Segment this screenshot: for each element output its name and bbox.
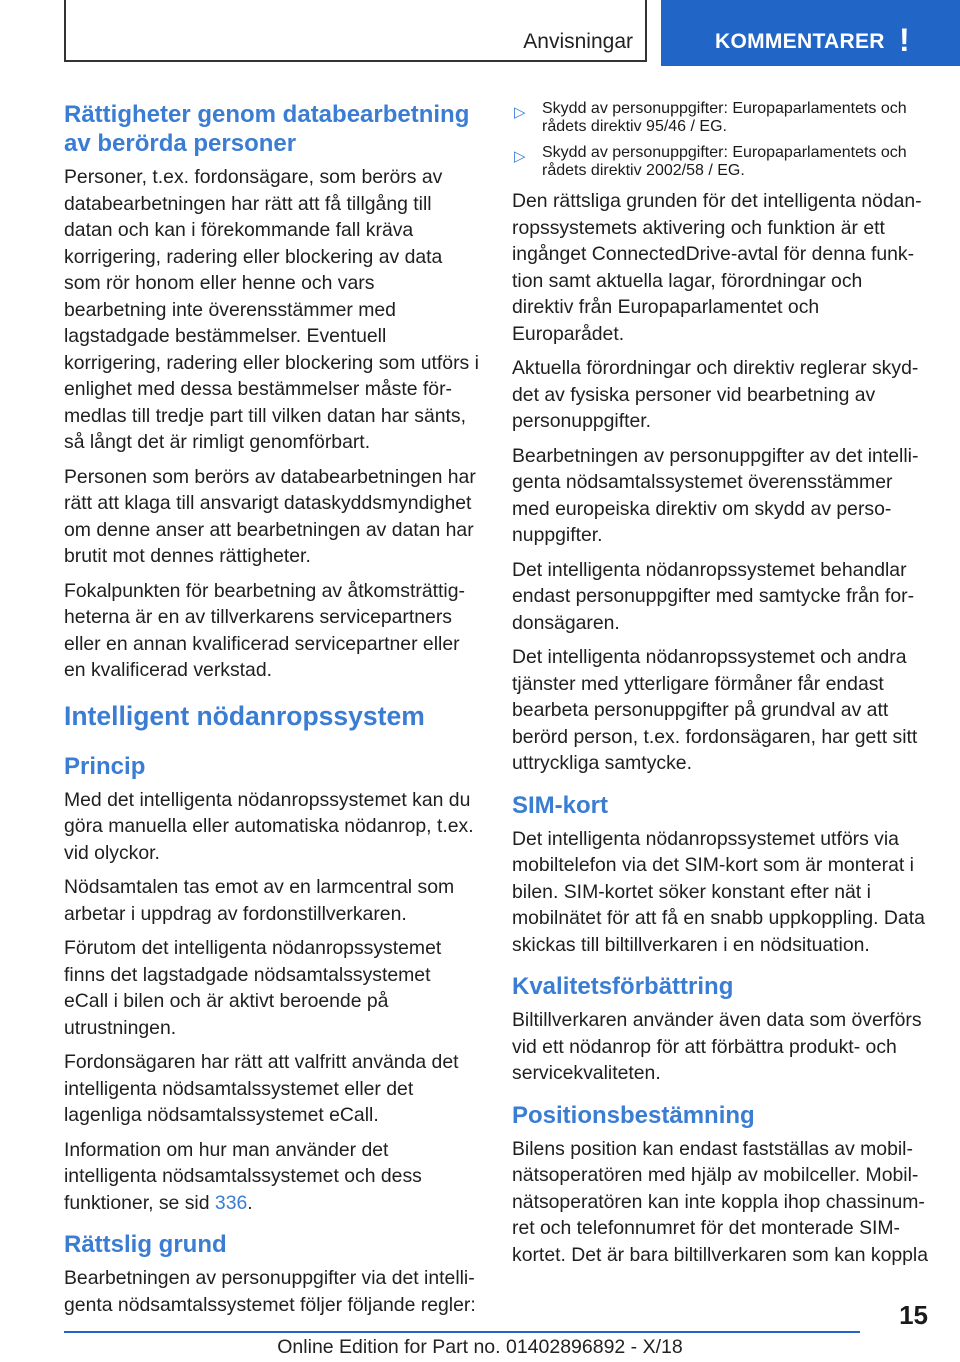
paragraph: Nödsamtalen tas emot av en larmcentral som arbetar i uppdrag av fordonstillverkaren. <box>64 876 455 925</box>
paragraph: Den rättsliga grunden för det intelligenta nödanropssystemets aktivering och funktion är ett ingånget ConnectedDrive-avtal för denna funktion samt aktuella lagar, förordningar och direktiv från Europaparlamentet och Europarådet. <box>512 190 922 345</box>
paragraph: Bearbetningen av personuppgifter av det intelligenta nödsamtalssystemet överensstämmer med europeiska direktiv om skydd av personuppgifter. <box>512 444 919 546</box>
page-number: 15 <box>899 1300 928 1330</box>
paragraph: Personen som berörs av databearbetningen har rätt att klaga till ansvarigt dataskyddsmyndighet om denne anser att bearbetningen av datan har brutit mot dennes rättigheter. <box>64 465 476 567</box>
page-header <box>0 0 960 66</box>
paragraph: Biltillverkaren använder även data som överförs vid ett nödanrop för att förbättra produkt- och servicekvaliteten. <box>512 1009 922 1084</box>
paragraph: Bilens position kan endast fastställas av mobilnätsoperatören med hjälp av mobilceller. Mobilnätsoperatören kan inte koppla ihop chassinumret och telefonnumret för det monterade SIM-kortet. Det är bara biltillverkaren som kan koppla <box>512 1137 929 1266</box>
heading-kvalitetsforbattring: Kvalitetsförbättring <box>512 973 734 1000</box>
list-item-text: Skydd av personuppgifter: Europaparlamentets och rådets direktiv 95/46 / EG. <box>542 100 907 135</box>
page-reference-link[interactable]: 336 <box>214 1191 248 1214</box>
paragraph: Det intelligenta nödanropssystemet behandlar endast personuppgifter med samtycke från fordonsägaren. <box>512 558 915 634</box>
footer-divider <box>64 1331 860 1333</box>
list-item <box>512 144 928 180</box>
triangle-bullet-icon: ▷ <box>514 148 526 165</box>
comments-tab-label: KOMMENTARER <box>715 30 885 53</box>
triangle-bullet-icon: ▷ <box>514 104 526 121</box>
right-column <box>512 100 928 1276</box>
paragraph: Personer, t.ex. fordonsägare, som berörs av databearbetningen har rätt att få tillgång till datan och kan i förekommande fall kräva korrigering, radering eller blockering av data som rör honom eller henne och vars bearbetning inte överensstämmer med lagstadgade bestämmelser. Eventuell korrigering, radering eller blockering som utförs i enlighet med dessa bestämmelser måste förmedlas till tredje part till vilken datan har sänts, så långt det är rimligt genomförbart. <box>64 166 479 453</box>
paragraph: Aktuella förordningar och direktiv reglerar skyddet av fysiska personer vid bearbetning av personuppgifter. <box>512 357 919 432</box>
paragraph-text: Information om hur man använder det intelligenta nödsamtalssystemet och dess funktioner, se sid <box>64 1138 422 1214</box>
paragraph-end: . <box>247 1191 253 1214</box>
alert-icon: ! <box>899 22 910 58</box>
heading-rights: Rättigheter genom databearbetning av berörda personer <box>64 101 470 157</box>
paragraph-with-page-link <box>64 1137 480 1217</box>
section-label[interactable]: Anvisningar <box>523 30 633 53</box>
list-item <box>512 100 928 136</box>
left-column <box>64 100 480 1326</box>
heading-rattslig-grund: Rättslig grund <box>64 1231 227 1258</box>
footer-edition: Online Edition for Part no. 01402896892 - X/18 <box>277 1336 683 1358</box>
comments-tab[interactable] <box>661 0 960 66</box>
paragraph: Med det intelligenta nödanropssystemet kan du göra manuella eller automatiska nödanrop, t.ex. vid olyckor. <box>64 788 474 864</box>
heading-princip: Princip <box>64 752 146 780</box>
paragraph: Fokalpunkten för bearbetning av åtkomsträttigheterna är en av tillverkarens servicepartners eller en annan kvalificerad servicepartner eller en kvalificerad verkstad. <box>64 579 465 681</box>
list-item-text: Skydd av personuppgifter: Europaparlamentets och rådets direktiv 2002/58 / EG. <box>542 144 907 179</box>
paragraph: Förutom det intelligenta nödanropssystemet finns det lagstadgade nödsamtalssystemet eCall i bilen och är aktivt beroende på utrustningen. <box>64 937 442 1039</box>
paragraph: Bearbetningen av personuppgifter via det intelligenta nödsamtalssystemet följer följande regler: <box>64 1267 476 1316</box>
heading-intelligent-emergency-call: Intelligent nödanropssystem <box>64 700 425 731</box>
heading-sim-kort: SIM-kort <box>512 791 608 819</box>
section-tab-box <box>64 0 647 62</box>
paragraph: Fordonsägaren har rätt att valfritt använda det intelligenta nödsamtalssystemet eller det lagenliga nödsamtalssystemet eCall. <box>64 1051 459 1126</box>
heading-positionsbestamning: Positionsbestämning <box>512 1101 755 1129</box>
paragraph: Det intelligenta nödanropssystemet och andra tjänster med ytterligare förmåner får endast bearbeta personuppgifter på grundval av att berörd person, t.ex. fordonsägaren, har gett sitt uttryckliga samtycke. <box>512 646 918 774</box>
paragraph: Det intelligenta nödanropssystemet utförs via mobiltelefon via det SIM-kort som är monterat i bilen. SIM-kortet söker konstant efter nät i mobilnätet för att få en snabb uppkoppling. Data skickas till biltillverkaren i en nödsituation. <box>512 827 925 956</box>
